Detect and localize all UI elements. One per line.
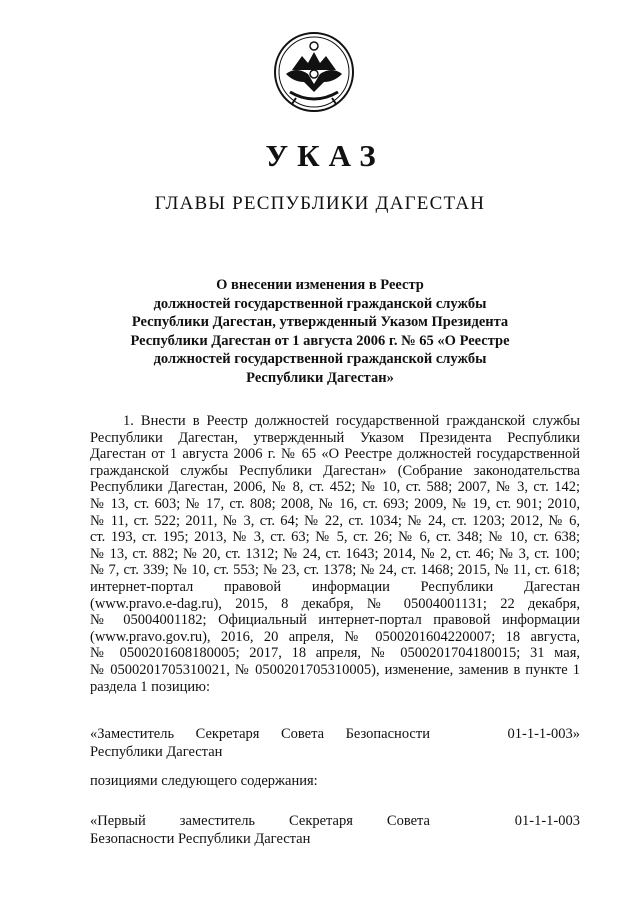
entry-second-line: Республики Дагестан <box>90 744 223 760</box>
coat-of-arms-emblem <box>272 30 356 114</box>
body-line: № 0500201705310021, № 0500201705310005), изменение, заменив в пункте 1 <box>90 661 580 678</box>
body-line: № 05004001182; Официальный интернет-портал правовой информации <box>90 612 580 629</box>
body-line: Дагестан от 1 августа 2006 г. № 65 «О Реестре должностей государственной <box>90 446 580 463</box>
entry-word: заместитель <box>179 813 256 829</box>
entry-word: Безопасности <box>345 726 430 742</box>
old-position-entry <box>90 725 580 761</box>
body-line: ст. 193, ст. 195; 2013, № 3, ст. 63; № 5, ст. 26; № 6, ст. 348; № 10, ст. 638; <box>90 529 580 546</box>
position-code: 01-1-1-003 <box>514 813 580 829</box>
entry-word: Секретаря <box>195 726 260 742</box>
heading-line: О внесении изменения в Реестр <box>216 277 424 293</box>
entry-word: Совета <box>281 726 325 742</box>
entry-word: Совета <box>386 813 430 829</box>
body-line: (www.pravo.gov.ru), 2016, 20 апреля, № 0500201604220007; 18 августа, <box>90 628 580 645</box>
connector-text: позициями следующего содержания: <box>90 773 318 789</box>
body-line: № 13, ст. 603; № 17, ст. 808; 2008, № 16, ст. 693; 2009, № 19, ст. 901; 2010, <box>90 495 580 512</box>
body-line: (www.pravo.e-dag.ru), 2015, 8 декабря, № 05004001131; 22 декабря, <box>90 595 580 612</box>
body-line: 1. Внести в Реестр должностей государственной гражданской службы <box>123 413 580 429</box>
body-line: № 13, ст. 882; № 20, ст. 1312; № 24, ст. 1643; 2014, № 2, ст. 46; № 3, ст. 100; <box>90 545 580 562</box>
entry-second-line: Безопасности Республики Дагестан <box>90 831 311 847</box>
body-line: гражданской службы Республики Дагестан» (Собрание законодательства <box>90 462 580 479</box>
document-subtitle: ГЛАВЫ РЕСПУБЛИКИ ДАГЕСТАН <box>154 193 486 214</box>
decree-body-paragraph <box>90 413 580 695</box>
body-line: раздела 1 позицию: <box>90 678 211 695</box>
new-position-entry <box>90 812 580 848</box>
body-line: № 0500201608180005; 2017, 18 апреля, № 0500201704180015; 31 мая, <box>90 645 580 662</box>
body-line: № 7, ст. 339; № 10, ст. 553; № 23, ст. 1378; № 24, ст. 1468; 2015, № 11, ст. 618; <box>90 562 580 579</box>
heading-line: Республики Дагестан от 1 августа 2006 г. № 65 «О Реестре <box>130 332 510 349</box>
heading-line: должностей государственной гражданской службы <box>153 351 487 367</box>
entry-word: «Первый <box>90 813 146 829</box>
entry-word: «Заместитель <box>90 726 175 742</box>
heading-line: Республики Дагестан» <box>246 369 394 386</box>
heading-line: должностей государственной гражданской службы <box>153 295 487 312</box>
position-code: 01-1-1-003» <box>507 726 580 742</box>
heading-line: Республики Дагестан, утвержденный Указом Президента <box>131 314 509 330</box>
body-line: № 11, ст. 522; 2011, № 3, ст. 64; № 22, ст. 1034; № 24, ст. 1203; 2012, № 6, <box>90 512 580 529</box>
body-line: Республики Дагестан, утвержденный Указом Президента Республики <box>90 429 580 446</box>
body-line: интернет-портал правовой информации Республики Дагестан <box>90 578 580 595</box>
decree-heading <box>90 276 550 387</box>
document-title: УКАЗ <box>265 138 385 173</box>
body-line: Республики Дагестан, 2006, № 8, ст. 452; № 10, ст. 588; 2007, № 3, ст. 142; <box>90 479 580 496</box>
entry-word: Секретаря <box>289 813 353 829</box>
